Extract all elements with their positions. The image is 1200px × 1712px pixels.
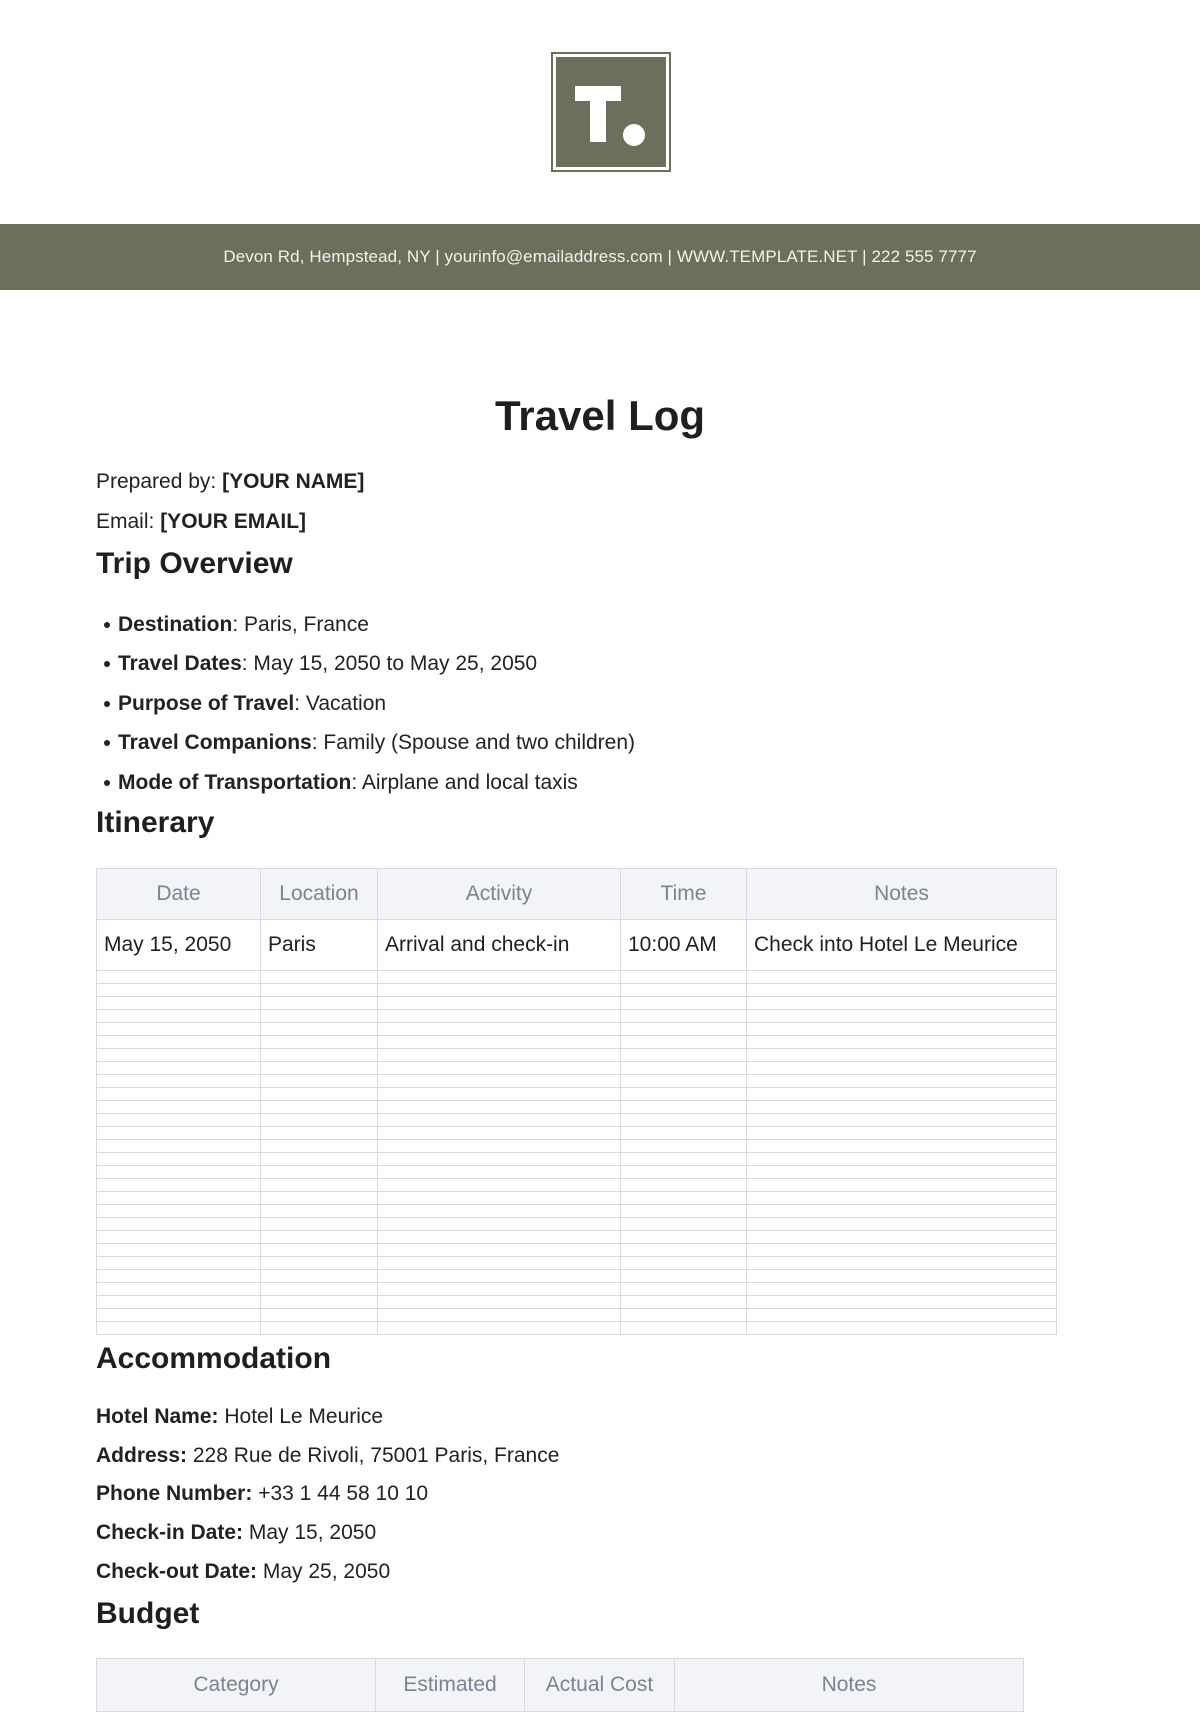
empty-cell — [378, 1179, 621, 1192]
column-header-actual-cost: Actual Cost — [525, 1659, 675, 1712]
empty-cell — [97, 1140, 261, 1153]
empty-table-row — [97, 1192, 1057, 1205]
cell-location: Paris — [261, 920, 378, 971]
empty-cell — [97, 1179, 261, 1192]
empty-cell — [97, 1010, 261, 1023]
empty-cell — [97, 1257, 261, 1270]
empty-cell — [97, 1036, 261, 1049]
empty-cell — [747, 1075, 1057, 1088]
hotel-name-line — [96, 1405, 383, 1429]
contact-info: Devon Rd, Hempstead, NY | yourinfo@emailaddress.com | WWW.TEMPLATE.NET | 222 555 7777 — [223, 247, 977, 266]
empty-cell — [621, 1036, 747, 1049]
empty-cell — [378, 1218, 621, 1231]
empty-cell — [378, 997, 621, 1010]
item-label: Destination — [118, 612, 233, 636]
email-label: Email: — [96, 510, 161, 533]
empty-cell — [378, 1127, 621, 1140]
empty-cell — [621, 997, 747, 1010]
empty-cell — [261, 1296, 378, 1309]
empty-cell — [97, 1283, 261, 1296]
empty-cell — [261, 1218, 378, 1231]
empty-cell — [747, 1257, 1057, 1270]
empty-cell — [261, 1153, 378, 1166]
empty-cell — [97, 1309, 261, 1322]
list-item — [96, 724, 635, 764]
item-label: Purpose of Travel — [118, 691, 295, 715]
empty-table-row — [97, 1283, 1057, 1296]
list-item — [96, 684, 635, 724]
field-value: Hotel Le Meurice — [218, 1405, 384, 1428]
field-label: Check-out Date: — [96, 1560, 258, 1583]
empty-cell — [621, 1192, 747, 1205]
empty-cell — [97, 984, 261, 997]
prepared-by-value: [YOUR NAME] — [222, 470, 365, 493]
empty-cell — [97, 1023, 261, 1036]
itinerary-heading: Itinerary — [96, 806, 215, 839]
column-header-notes: Notes — [747, 869, 1057, 920]
empty-cell — [378, 1270, 621, 1283]
empty-cell — [747, 1140, 1057, 1153]
empty-cell — [747, 1283, 1057, 1296]
empty-table-row — [97, 1244, 1057, 1257]
item-label: Travel Dates — [118, 652, 242, 676]
empty-cell — [261, 1179, 378, 1192]
empty-cell — [261, 984, 378, 997]
empty-cell — [97, 1192, 261, 1205]
empty-cell — [747, 1114, 1057, 1127]
item-value: : Airplane and local taxis — [351, 770, 578, 794]
company-logo — [551, 52, 671, 172]
empty-cell — [747, 1270, 1057, 1283]
empty-cell — [378, 1309, 621, 1322]
trip-overview-list — [96, 605, 635, 803]
empty-table-row — [97, 971, 1057, 984]
empty-table-row — [97, 1127, 1057, 1140]
empty-cell — [261, 1023, 378, 1036]
empty-table-row — [97, 1257, 1057, 1270]
empty-cell — [378, 1062, 621, 1075]
empty-cell — [97, 1218, 261, 1231]
item-value: : Paris, France — [232, 612, 369, 636]
empty-cell — [261, 1101, 378, 1114]
bullet-icon — [104, 701, 110, 707]
empty-cell — [378, 1322, 621, 1335]
empty-table-row — [97, 1218, 1057, 1231]
empty-cell — [621, 1283, 747, 1296]
empty-cell — [261, 1114, 378, 1127]
empty-cell — [261, 1257, 378, 1270]
empty-cell — [621, 1023, 747, 1036]
empty-table-row — [97, 1296, 1057, 1309]
bullet-icon — [104, 740, 110, 746]
empty-table-row — [97, 1036, 1057, 1049]
empty-cell — [97, 1166, 261, 1179]
empty-cell — [97, 1049, 261, 1062]
empty-cell — [621, 1244, 747, 1257]
empty-cell — [261, 1231, 378, 1244]
empty-table-row — [97, 1062, 1057, 1075]
empty-cell — [378, 1283, 621, 1296]
empty-cell — [378, 1010, 621, 1023]
empty-cell — [747, 1322, 1057, 1335]
empty-cell — [747, 997, 1057, 1010]
empty-cell — [747, 1127, 1057, 1140]
field-label: Check-in Date: — [96, 1521, 244, 1544]
empty-cell — [747, 971, 1057, 984]
field-label: Address: — [96, 1444, 188, 1467]
empty-cell — [747, 1309, 1057, 1322]
address-line — [96, 1444, 559, 1468]
empty-cell — [621, 1127, 747, 1140]
empty-cell — [747, 1166, 1057, 1179]
empty-table-row — [97, 1023, 1057, 1036]
empty-table-row — [97, 1179, 1057, 1192]
contact-banner — [0, 224, 1200, 290]
empty-cell — [621, 1088, 747, 1101]
empty-cell — [621, 971, 747, 984]
bullet-icon — [104, 661, 110, 667]
field-value: 228 Rue de Rivoli, 75001 Paris, France — [187, 1444, 560, 1467]
column-header-location: Location — [261, 869, 378, 920]
empty-cell — [621, 1257, 747, 1270]
empty-cell — [97, 1088, 261, 1101]
empty-table-row — [97, 1075, 1057, 1088]
empty-cell — [747, 1049, 1057, 1062]
column-header-time: Time — [621, 869, 747, 920]
empty-cell — [378, 1257, 621, 1270]
empty-cell — [621, 1049, 747, 1062]
empty-cell — [97, 1127, 261, 1140]
bullet-icon — [104, 622, 110, 628]
item-value: : Vacation — [294, 691, 387, 715]
empty-table-row — [97, 1153, 1057, 1166]
empty-cell — [97, 1231, 261, 1244]
empty-cell — [378, 1296, 621, 1309]
empty-cell — [261, 1010, 378, 1023]
empty-cell — [261, 1270, 378, 1283]
empty-cell — [747, 1101, 1057, 1114]
empty-table-row — [97, 1140, 1057, 1153]
empty-table-row — [97, 1205, 1057, 1218]
empty-cell — [621, 1140, 747, 1153]
empty-cell — [378, 984, 621, 997]
field-value: +33 1 44 58 10 10 — [252, 1482, 429, 1505]
empty-cell — [747, 1010, 1057, 1023]
empty-cell — [261, 1049, 378, 1062]
empty-cell — [378, 1088, 621, 1101]
list-item — [96, 763, 635, 803]
empty-cell — [621, 1322, 747, 1335]
table-row — [97, 920, 1057, 971]
field-label: Hotel Name: — [96, 1405, 219, 1428]
prepared-by — [96, 470, 364, 494]
empty-cell — [747, 1153, 1057, 1166]
empty-cell — [747, 1179, 1057, 1192]
itinerary-table — [96, 868, 1057, 1335]
empty-cell — [261, 997, 378, 1010]
table-header-row — [97, 869, 1057, 920]
empty-cell — [621, 1153, 747, 1166]
empty-cell — [378, 1231, 621, 1244]
email-line — [96, 510, 306, 534]
prepared-by-label: Prepared by: — [96, 470, 223, 493]
empty-cell — [621, 1101, 747, 1114]
column-header-date: Date — [97, 869, 261, 920]
cell-time: 10:00 AM — [621, 920, 747, 971]
empty-table-row — [97, 1101, 1057, 1114]
empty-table-row — [97, 1088, 1057, 1101]
empty-cell — [261, 971, 378, 984]
empty-cell — [378, 1205, 621, 1218]
empty-cell — [261, 1088, 378, 1101]
empty-cell — [97, 1270, 261, 1283]
field-label: Phone Number: — [96, 1482, 253, 1505]
empty-cell — [378, 1049, 621, 1062]
empty-cell — [747, 1244, 1057, 1257]
bullet-icon — [104, 780, 110, 786]
empty-cell — [378, 1192, 621, 1205]
empty-table-row — [97, 1049, 1057, 1062]
empty-cell — [97, 1062, 261, 1075]
empty-cell — [97, 1244, 261, 1257]
empty-cell — [621, 1205, 747, 1218]
budget-heading: Budget — [96, 1597, 200, 1630]
empty-cell — [261, 1309, 378, 1322]
empty-cell — [747, 984, 1057, 997]
empty-cell — [621, 984, 747, 997]
empty-table-row — [97, 1166, 1057, 1179]
empty-table-row — [97, 1270, 1057, 1283]
empty-cell — [97, 1101, 261, 1114]
empty-cell — [747, 1205, 1057, 1218]
empty-cell — [621, 1062, 747, 1075]
empty-cell — [747, 1062, 1057, 1075]
empty-cell — [261, 1244, 378, 1257]
empty-table-row — [97, 984, 1057, 997]
empty-cell — [378, 1101, 621, 1114]
empty-cell — [621, 1218, 747, 1231]
budget-table — [96, 1658, 1024, 1712]
empty-table-row — [97, 1322, 1057, 1335]
empty-cell — [621, 1075, 747, 1088]
empty-cell — [621, 1296, 747, 1309]
empty-cell — [747, 1231, 1057, 1244]
empty-cell — [378, 971, 621, 984]
empty-table-row — [97, 997, 1057, 1010]
empty-cell — [621, 1166, 747, 1179]
table-header-row — [97, 1659, 1024, 1712]
empty-cell — [378, 1166, 621, 1179]
empty-cell — [378, 1114, 621, 1127]
field-value: May 25, 2050 — [257, 1560, 391, 1583]
empty-cell — [747, 1036, 1057, 1049]
empty-table-row — [97, 1231, 1057, 1244]
empty-cell — [261, 1062, 378, 1075]
phone-line — [96, 1482, 428, 1506]
empty-cell — [261, 1283, 378, 1296]
page-title: Travel Log — [494, 392, 706, 439]
list-item — [96, 645, 635, 685]
empty-cell — [378, 1023, 621, 1036]
trip-overview-heading: Trip Overview — [96, 547, 293, 580]
empty-cell — [621, 1231, 747, 1244]
empty-cell — [261, 1036, 378, 1049]
empty-cell — [97, 997, 261, 1010]
empty-cell — [97, 1205, 261, 1218]
empty-cell — [378, 1244, 621, 1257]
empty-cell — [378, 1153, 621, 1166]
check-in-line — [96, 1521, 376, 1545]
check-out-line — [96, 1560, 390, 1584]
empty-cell — [621, 1179, 747, 1192]
empty-cell — [97, 1322, 261, 1335]
field-value: May 15, 2050 — [243, 1521, 377, 1544]
empty-cell — [621, 1114, 747, 1127]
empty-cell — [747, 1296, 1057, 1309]
item-value: : Family (Spouse and two children) — [311, 731, 636, 755]
column-header-category: Category — [97, 1659, 376, 1712]
empty-cell — [747, 1218, 1057, 1231]
empty-cell — [378, 1075, 621, 1088]
empty-cell — [97, 1075, 261, 1088]
empty-cell — [747, 1023, 1057, 1036]
empty-cell — [97, 971, 261, 984]
empty-cell — [747, 1088, 1057, 1101]
email-value: [YOUR EMAIL] — [160, 510, 307, 533]
column-header-notes: Notes — [675, 1659, 1024, 1712]
empty-cell — [261, 1205, 378, 1218]
empty-cell — [378, 1036, 621, 1049]
column-header-estimated: Estimated — [376, 1659, 525, 1712]
accommodation-heading: Accommodation — [96, 1342, 332, 1375]
empty-cell — [97, 1153, 261, 1166]
item-label: Travel Companions — [118, 731, 312, 755]
cell-date: May 15, 2050 — [97, 920, 261, 971]
empty-cell — [747, 1192, 1057, 1205]
cell-activity: Arrival and check-in — [378, 920, 621, 971]
empty-cell — [97, 1296, 261, 1309]
empty-cell — [261, 1127, 378, 1140]
cell-notes: Check into Hotel Le Meurice — [747, 920, 1057, 971]
empty-cell — [378, 1140, 621, 1153]
empty-cell — [621, 1010, 747, 1023]
empty-table-row — [97, 1114, 1057, 1127]
empty-cell — [261, 1322, 378, 1335]
empty-cell — [621, 1270, 747, 1283]
empty-cell — [621, 1309, 747, 1322]
empty-cell — [261, 1075, 378, 1088]
empty-table-row — [97, 1309, 1057, 1322]
list-item — [96, 605, 635, 645]
empty-table-row — [97, 1010, 1057, 1023]
item-label: Mode of Transportation — [118, 770, 352, 794]
item-value: : May 15, 2050 to May 25, 2050 — [241, 652, 538, 676]
empty-cell — [261, 1166, 378, 1179]
empty-cell — [261, 1192, 378, 1205]
empty-cell — [97, 1114, 261, 1127]
empty-cell — [261, 1140, 378, 1153]
column-header-activity: Activity — [378, 869, 621, 920]
